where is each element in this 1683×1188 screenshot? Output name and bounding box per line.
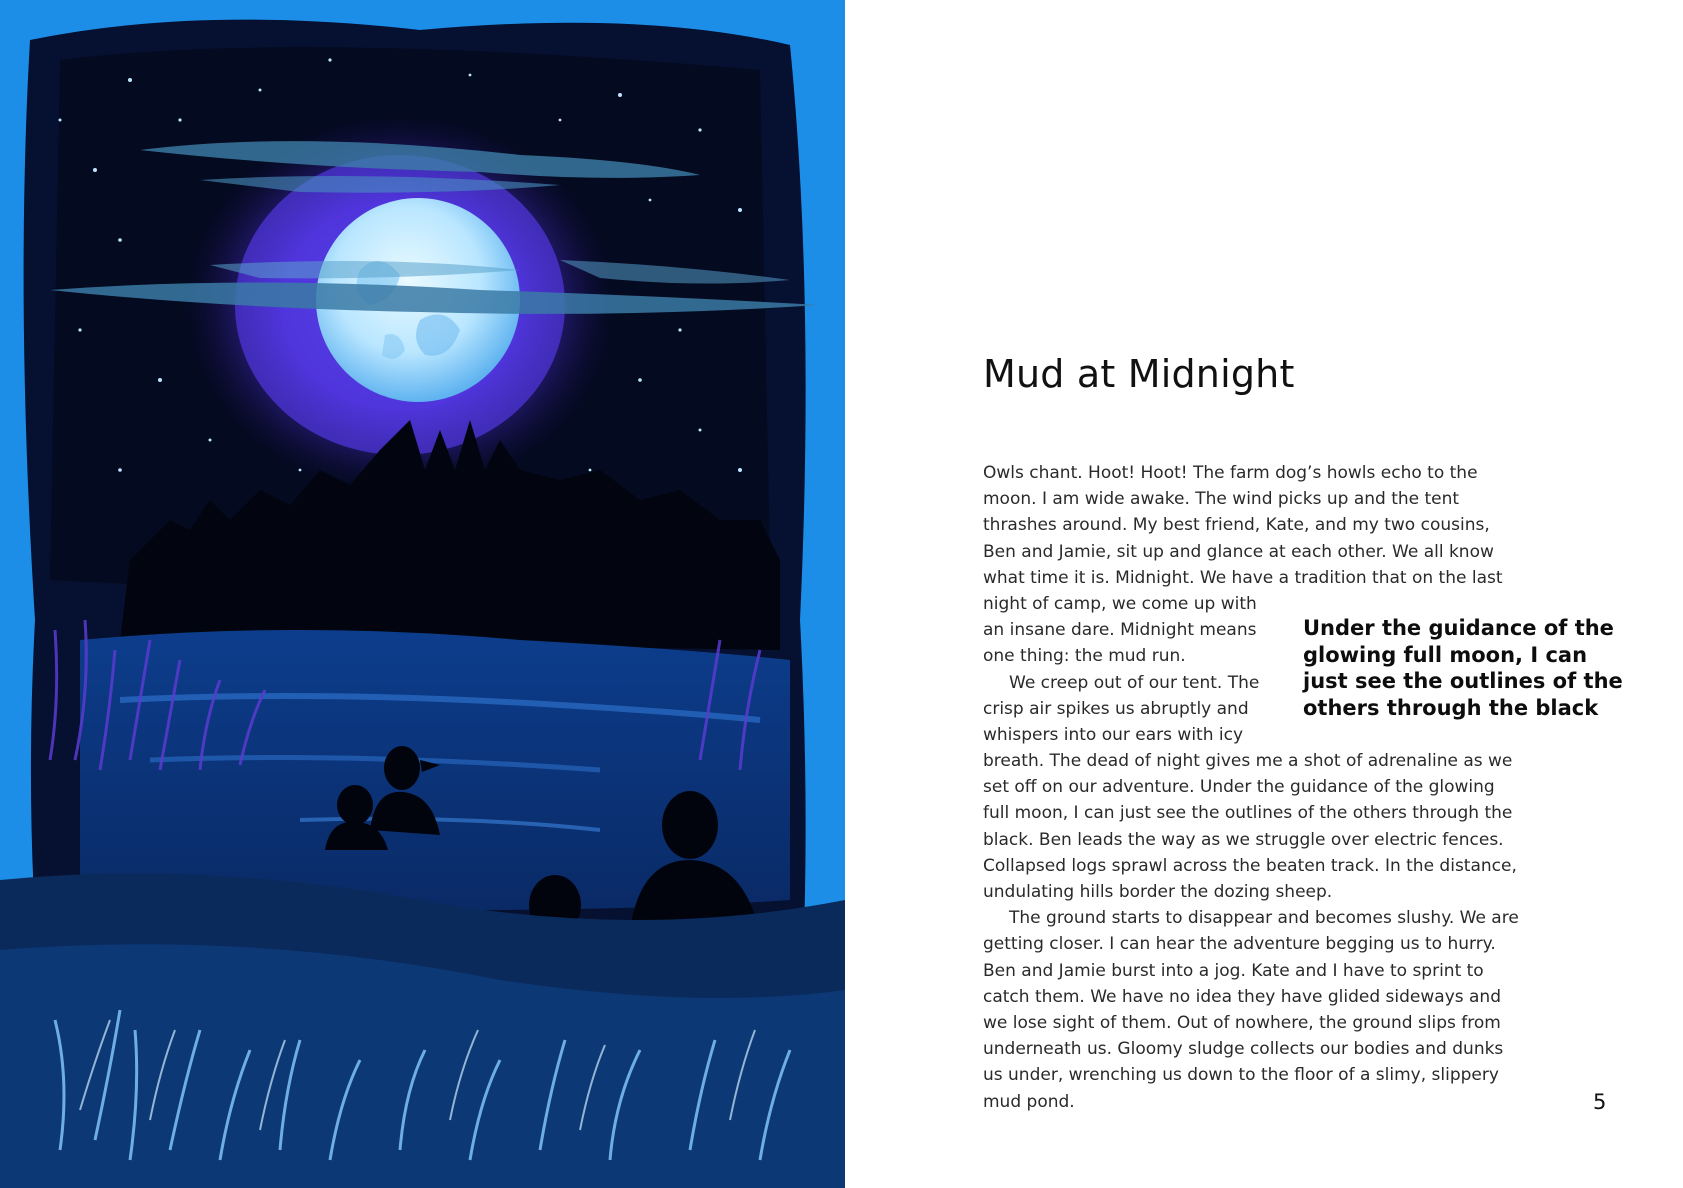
text-line: one thing: the mud run. [983, 646, 1186, 667]
page-title: Mud at Midnight [983, 352, 1295, 396]
text-line: set off on our adventure. Under the guidance of the glowing [983, 777, 1495, 798]
text-line: black. Ben leads the way as we struggle over electric fences. [983, 829, 1504, 850]
text-line: underneath us. Gloomy sludge collects our bodies and dunks [983, 1039, 1504, 1060]
text-line: night of camp, we come up with [983, 594, 1257, 614]
pull-quote-line: others through the black [1303, 695, 1599, 720]
text-line: thrashes around. My best friend, Kate, and my two cousins, [983, 515, 1490, 536]
pull-quote [1303, 615, 1633, 721]
text-line: The ground starts to disappear and becomes slushy. We are [1009, 908, 1519, 929]
text-line: breath. The dead of night gives me a shot of adrenaline as we [983, 751, 1513, 771]
pull-quote-line: just see the outlines of the [1303, 669, 1623, 693]
text-line: Collapsed logs sprawl across the beaten track. In the distance, [983, 855, 1517, 876]
text-line: full moon, I can just see the outlines of the others through the [983, 803, 1513, 824]
text-line: whispers into our ears with icy [983, 725, 1244, 746]
text-line: moon. I am wide awake. The wind picks up and the tent [983, 489, 1460, 510]
text-line: an insane dare. Midnight means [983, 620, 1257, 641]
pull-quote-line: glowing full moon, I can [1303, 642, 1588, 667]
text-line: catch them. We have no idea they have glided sideways and [983, 986, 1502, 1007]
text-line: Ben and Jamie burst into a jog. Kate and I have to sprint to [983, 960, 1484, 981]
text-line: Ben and Jamie, sit up and glance at each other. We all know [983, 541, 1494, 562]
continued-paragraphs [983, 748, 1543, 1115]
text-line: undulating hills border the dozing sheep. [983, 882, 1333, 903]
narrow-column-text [983, 591, 1273, 748]
text-line: us under, wrenching us down to the floor of a slimy, slippery [983, 1065, 1499, 1086]
text-line: crisp air spikes us abruptly and [983, 698, 1249, 719]
text-line: we lose sight of them. Out of nowhere, the ground slips from [983, 1013, 1501, 1034]
page-number: 5 [1593, 1090, 1607, 1114]
text-line: getting closer. I can hear the adventure begging us to hurry. [983, 934, 1496, 955]
pull-quote-line: Under the guidance of the [1303, 616, 1614, 640]
text-line: We creep out of our tent. The [1009, 672, 1260, 693]
intro-paragraph [983, 460, 1543, 591]
text-line: what time it is. Midnight. We have a tradition that on the last [983, 567, 1503, 588]
text-page [845, 0, 1683, 1188]
text-line: Owls chant. Hoot! Hoot! The farm dog’s howls echo to the [983, 463, 1478, 483]
text-line: mud pond. [983, 1091, 1075, 1112]
